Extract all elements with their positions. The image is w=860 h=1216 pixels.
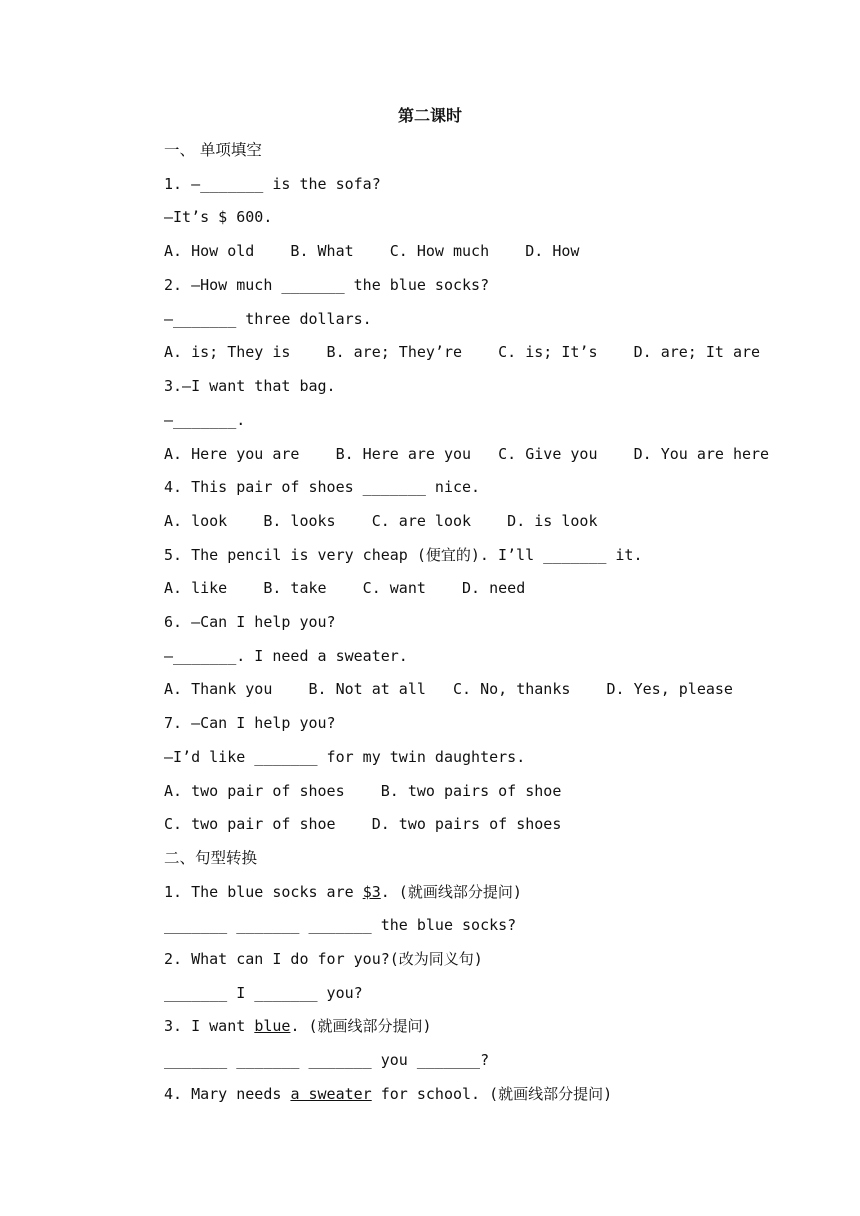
q7-options-row1: A. two pair of shoes B. two pairs of shoe [164, 782, 562, 800]
s3-text-pre: 3. I want [164, 1017, 255, 1035]
s1-text-post: . (就画线部分提问) [380, 883, 522, 901]
s1-underlined-part: $3 [362, 883, 381, 901]
q2-line1: 2. —How much _______ the blue socks? [164, 276, 490, 294]
section2-heading: 二、句型转换 [164, 849, 258, 867]
s3-answer-blanks: _______ _______ _______ you _______? [164, 1051, 490, 1069]
q3-options: A. Here you are B. Here are you C. Give you D. You are here [164, 445, 770, 463]
s4-text-pre: 4. Mary needs [164, 1085, 291, 1103]
s3-text-post: . (就画线部分提问) [290, 1017, 432, 1035]
s4-underlined-part: a sweater [290, 1085, 372, 1103]
q4-line1: 4. This pair of shoes _______ nice. [164, 478, 481, 496]
q6-line1: 6. —Can I help you? [164, 613, 336, 631]
page-title: 第二课时 [397, 106, 462, 125]
q4-options: A. look B. looks C. are look D. is look [164, 512, 598, 530]
s4-text-post: for school. (就画线部分提问) [371, 1085, 613, 1103]
q5-options: A. like B. take C. want D. need [164, 579, 526, 597]
s1-answer-blanks: _______ _______ _______ the blue socks? [164, 916, 517, 934]
q5-line1: 5. The pencil is very cheap (便宜的). I’ll _______ it. [164, 546, 643, 564]
q3-line2: —_______. [164, 411, 246, 429]
q7-options-row2: C. two pair of shoe D. two pairs of shoes [164, 815, 562, 833]
q2-options: A. is; They is B. are; They’re C. is; It’s D. are; It are [164, 343, 761, 361]
q3-line1: 3.—I want that bag. [164, 377, 336, 395]
s1-text-pre: 1. The blue socks are [164, 883, 363, 901]
s2-question: 2. What can I do for you?(改为同义句) [164, 950, 483, 968]
q1-options: A. How old B. What C. How much D. How [164, 242, 580, 260]
section1-heading: 一、 单项填空 [164, 141, 262, 159]
q7-line1: 7. —Can I help you? [164, 714, 336, 732]
q6-options: A. Thank you B. Not at all C. No, thanks D. Yes, please [164, 680, 733, 698]
q1-line2: —It’s $ 600. [164, 208, 273, 226]
q2-line2: —_______ three dollars. [164, 310, 372, 328]
s3-underlined-part: blue [254, 1017, 291, 1035]
s2-answer-blanks: _______ I _______ you? [164, 984, 363, 1002]
q6-line2: —_______. I need a sweater. [164, 647, 408, 665]
s3-question [164, 1016, 432, 1036]
q7-line2: —I’d like _______ for my twin daughters. [164, 748, 526, 766]
s1-question [164, 882, 522, 902]
q1-line1: 1. —_______ is the sofa? [164, 175, 381, 193]
s4-question [164, 1084, 612, 1104]
